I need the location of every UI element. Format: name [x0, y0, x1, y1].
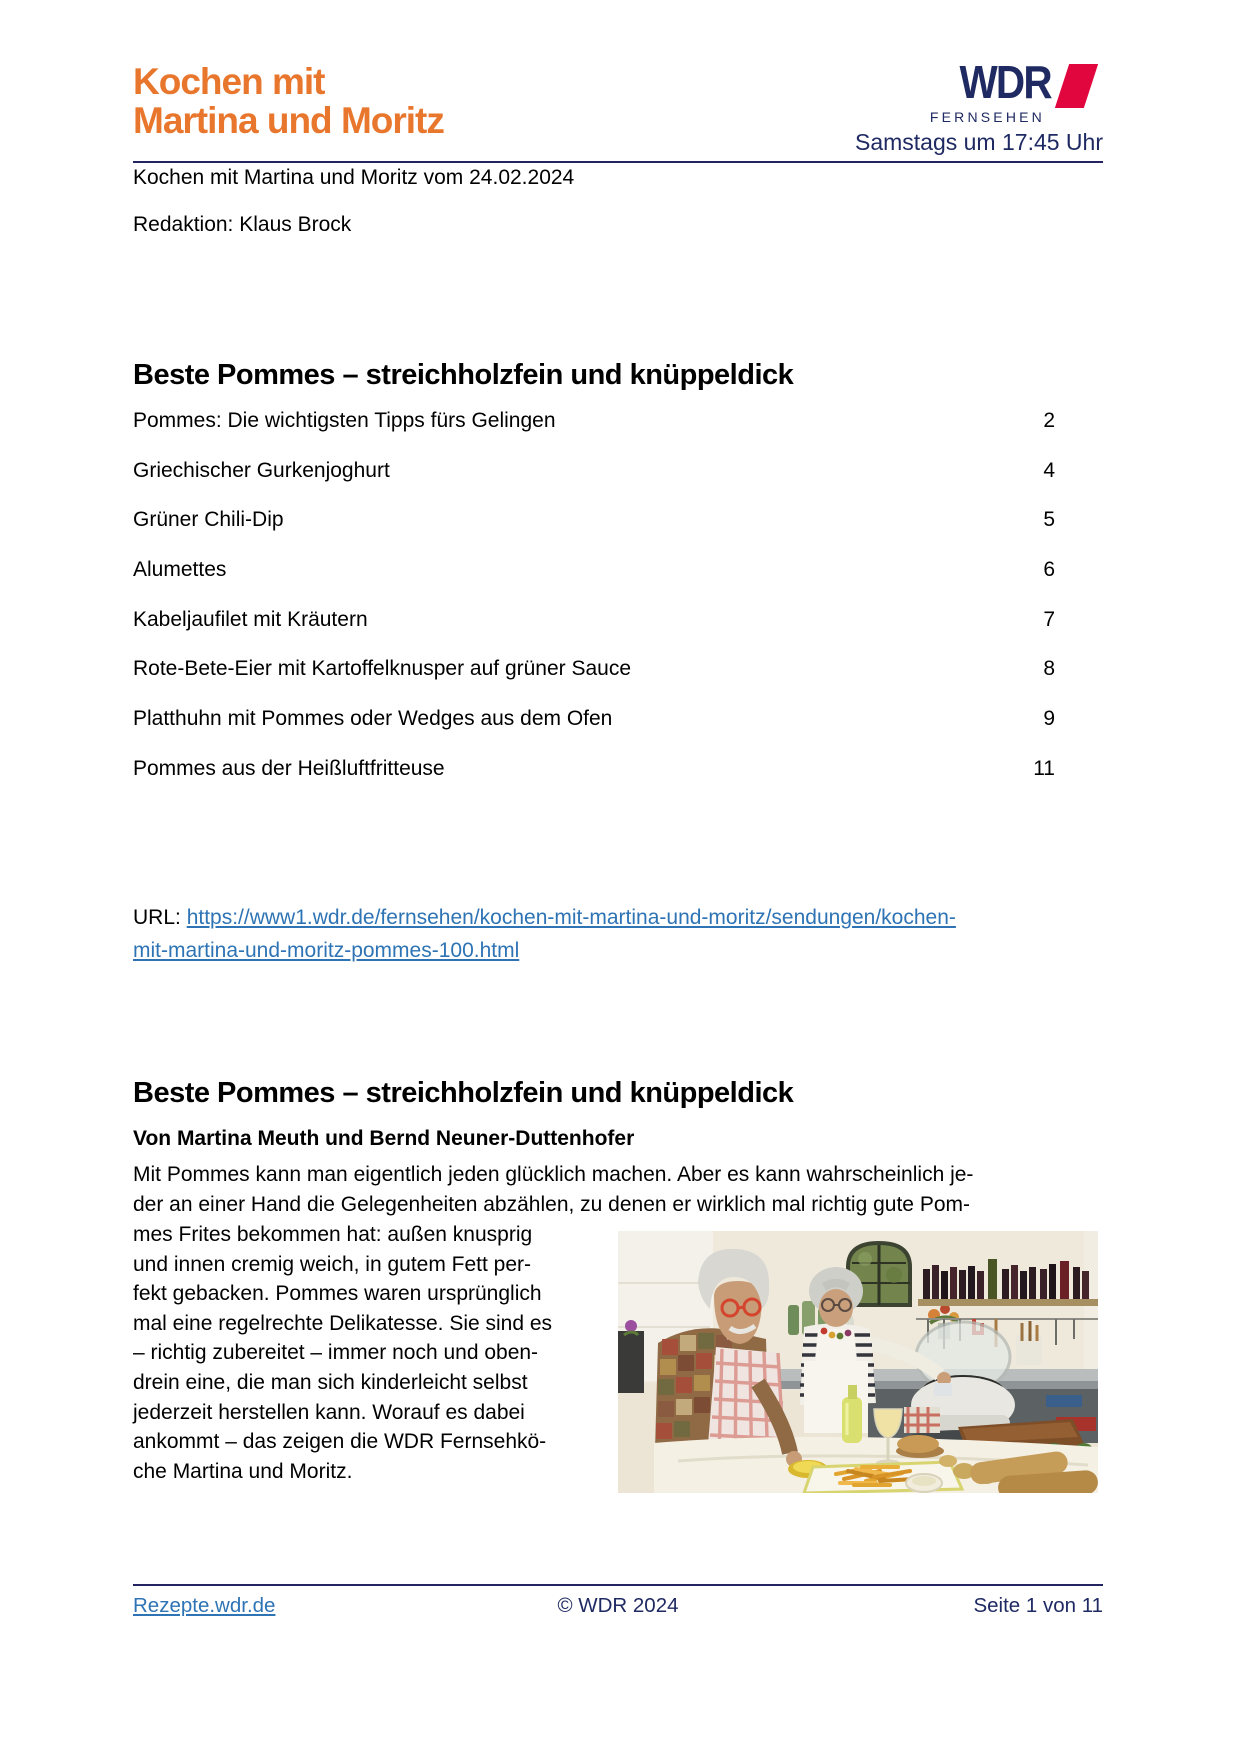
toc-entry-label: Pommes: Die wichtigsten Tipps fürs Gelingen	[133, 409, 556, 432]
article-body	[133, 1220, 613, 1486]
url-line1	[133, 901, 1103, 934]
article-intro	[133, 1160, 1108, 1219]
toc-entry-page: 11	[1033, 756, 1055, 780]
wdr-logo	[803, 58, 1103, 108]
toc-row	[133, 757, 1103, 807]
episode-title: Kochen mit Martina und Moritz vom 24.02.2024	[133, 166, 575, 189]
article-heading: Beste Pommes – streichholzfein und knüppeldick	[133, 1077, 794, 1109]
intro-line: der an einer Hand die Gelegenheiten abzählen, zu denen er wirklich mal richtig gute Pom-	[133, 1192, 970, 1216]
footer-page-number: Seite 1 von 11	[973, 1594, 1103, 1617]
toc-row	[133, 608, 1103, 658]
rezepte-site-link[interactable]: Rezepte.wdr.de	[133, 1594, 276, 1617]
toc-entry-page: 6	[1043, 558, 1055, 582]
toc-entry-label: Kabeljaufilet mit Kräutern	[133, 607, 368, 631]
toc-row	[133, 707, 1103, 757]
wdr-fernsehen-label: FERNSEHEN	[929, 109, 1045, 125]
body-line: drein eine, die man sich kinderleicht selbst	[133, 1370, 528, 1394]
article-byline: Von Martina Meuth und Bernd Neuner-Duttenhofer	[133, 1127, 635, 1150]
toc-entry-label: Grüner Chili-Dip	[133, 508, 284, 532]
body-line: – richtig zubereitet – immer noch und oben-	[133, 1341, 539, 1365]
toc-row	[133, 459, 1103, 509]
wdr-brand-block	[803, 58, 1103, 155]
toc-row	[133, 657, 1103, 707]
article-url-link[interactable]: https://www1.wdr.de/fernsehen/kochen-mit-martina-und-moritz/sendungen/kochen-	[186, 906, 956, 929]
article-photo	[618, 1231, 1098, 1493]
body-line: mal eine regelrechte Delikatesse. Sie sind es	[133, 1311, 553, 1335]
toc-entry-page: 2	[1043, 409, 1055, 432]
show-logo-line2: Martina und Moritz	[133, 100, 444, 141]
show-logo	[133, 62, 444, 140]
show-logo-line1: Kochen mit	[133, 61, 325, 102]
toc-entry-page: 7	[1043, 607, 1055, 631]
editor-line: Redaktion: Klaus Brock	[133, 213, 352, 236]
toc-entry-page: 5	[1043, 508, 1055, 532]
toc-entry-label: Alumettes	[133, 558, 227, 582]
toc-row	[133, 508, 1103, 558]
body-line: ankommt – das zeigen die WDR Fernsehkö-	[133, 1430, 547, 1454]
wdr-slash-icon	[1055, 64, 1098, 108]
toc-entry-label: Platthuhn mit Pommes oder Wedges aus dem Ofen	[133, 707, 613, 731]
url-section	[133, 901, 1103, 967]
body-line: und innen cremig weich, in gutem Fett per-	[133, 1252, 532, 1276]
body-line: che Martina und Moritz.	[133, 1459, 353, 1483]
footer-divider	[133, 1584, 1103, 1586]
toc-row	[133, 409, 1103, 459]
kitchen-scene-illustration	[618, 1231, 1098, 1493]
toc-entry-label: Griechischer Gurkenjoghurt	[133, 458, 390, 482]
article-url-link-continued[interactable]: mit-martina-und-moritz-pommes-100.html	[133, 939, 520, 962]
toc-heading: Beste Pommes – streichholzfein und knüppeldick	[133, 359, 794, 391]
footer-copyright: © WDR 2024	[557, 1594, 679, 1617]
body-line: fekt gebacken. Pommes waren ursprünglich	[133, 1282, 542, 1306]
toc-entry-page: 4	[1043, 458, 1055, 482]
body-line: mes Frites bekommen hat: außen knusprig	[133, 1223, 533, 1246]
toc-entry-page: 9	[1043, 707, 1055, 731]
header-divider	[133, 161, 1103, 163]
url-line2	[133, 934, 1103, 967]
broadcast-schedule: Samstags um 17:45 Uhr	[854, 129, 1103, 155]
toc-entry-label: Rote-Bete-Eier mit Kartoffelknusper auf grüner Sauce	[133, 657, 632, 681]
toc-entry-label: Pommes aus der Heißluftfritteuse	[133, 756, 445, 780]
toc-entry-page: 8	[1043, 657, 1055, 681]
url-prefix: URL:	[133, 906, 187, 929]
wdr-wordmark: WDR	[959, 56, 1051, 108]
body-line: jederzeit herstellen kann. Worauf es dabei	[133, 1400, 525, 1424]
footer-left	[133, 1594, 456, 1618]
toc-row	[133, 558, 1103, 608]
intro-line: Mit Pommes kann man eigentlich jeden glücklich machen. Aber es kann wahrscheinlich je-	[133, 1163, 974, 1186]
table-of-contents	[133, 409, 1103, 807]
footer	[133, 1594, 1103, 1618]
